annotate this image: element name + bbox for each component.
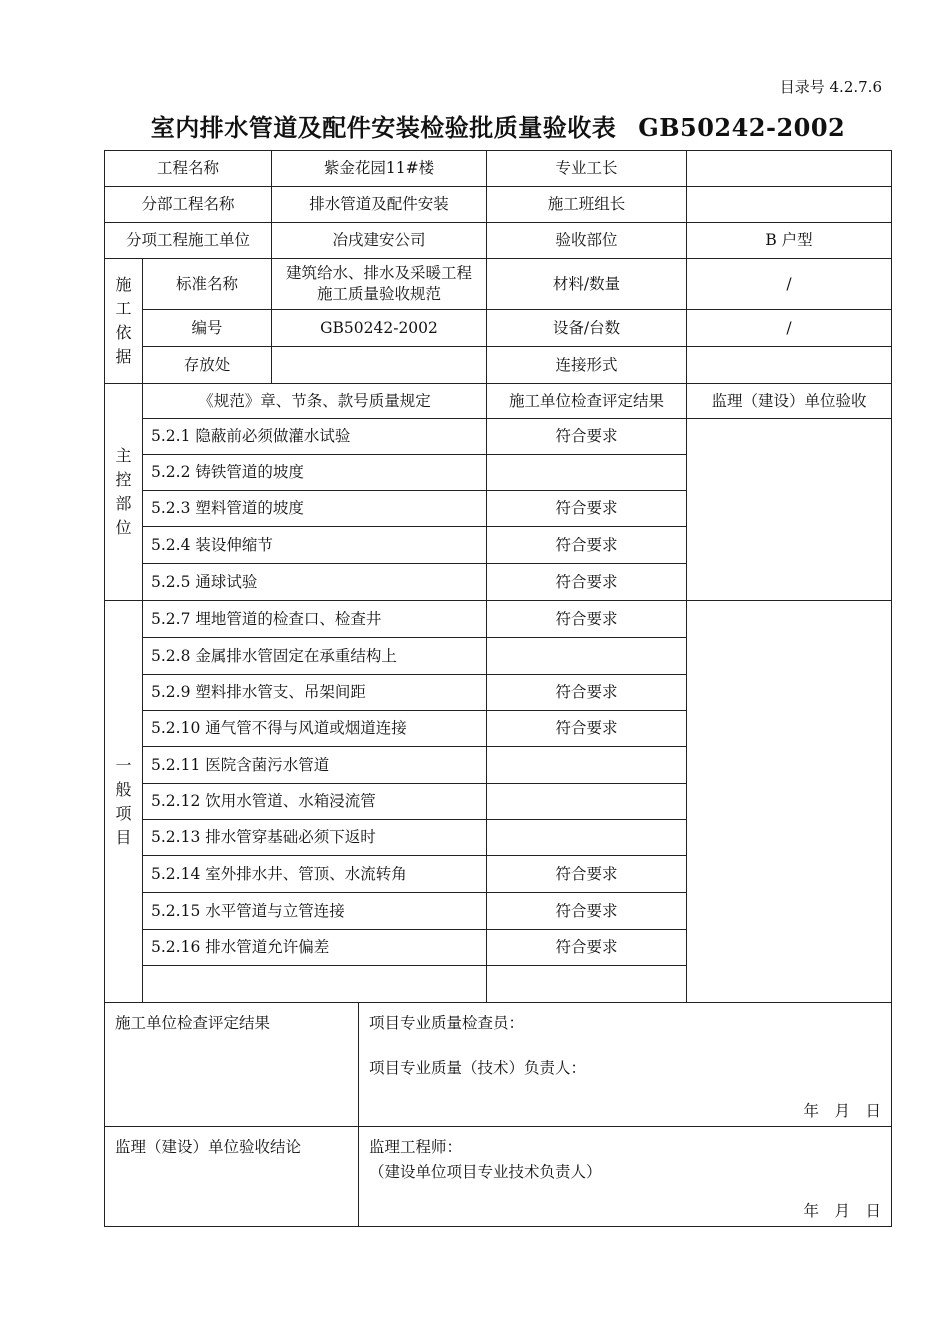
general-clause: 5.2.13 排水管穿基础必须下返时 — [143, 820, 487, 856]
general-clause: 5.2.9 塑料排水管支、吊架间距 — [143, 675, 487, 711]
general-clause: 5.2.8 金属排水管固定在承重结构上 — [143, 638, 487, 675]
material-value: / — [687, 259, 892, 310]
header-row-project — [105, 151, 892, 187]
contractor-evaluation-label: 施工单位检查评定结果 — [105, 1003, 359, 1127]
storage-value — [272, 347, 487, 384]
project-name-value: 紫金花园11#楼 — [272, 151, 487, 187]
general-clause: 5.2.11 医院含菌污水管道 — [143, 747, 487, 784]
equipment-value: / — [687, 310, 892, 347]
subcontractor-value: 冶戌建安公司 — [272, 223, 487, 259]
owner-technical-lead-label: （建设单位项目专业技术负责人） — [369, 1162, 602, 1181]
general-result — [487, 784, 687, 820]
connection-value — [687, 347, 892, 384]
code-value: GB50242-2002 — [272, 310, 487, 347]
quality-manager-label: 项目专业质量（技术）负责人： — [369, 1058, 587, 1077]
catalog-number: 目录号 4.2.7.6 — [779, 78, 882, 96]
basis-row-code — [105, 310, 892, 347]
main-control-result — [487, 455, 687, 491]
inspection-table — [104, 150, 892, 1227]
basis-row-standard — [105, 259, 892, 310]
form-title-code: GB50242-2002 — [638, 113, 846, 142]
main-control-result: 符合要求 — [487, 419, 687, 455]
column-header-supervisor: 监理（建设）单位验收 — [687, 384, 892, 419]
standard-name-label: 标准名称 — [143, 259, 272, 310]
quality-inspector-label: 项目专业质量检查员： — [369, 1014, 525, 1032]
general-clause: 5.2.16 排水管道允许偏差 — [143, 930, 487, 966]
acceptance-part-label: 验收部位 — [487, 223, 687, 259]
main-control-clause: 5.2.3 塑料管道的坡度 — [143, 491, 487, 527]
connection-label: 连接形式 — [487, 347, 687, 384]
general-result: 符合要求 — [487, 675, 687, 711]
contractor-evaluation-row — [105, 1003, 892, 1127]
contractor-signature-block — [359, 1003, 892, 1127]
header-row-division — [105, 187, 892, 223]
general-result — [487, 820, 687, 856]
general-clause: 5.2.14 室外排水井、管顶、水流转角 — [143, 856, 487, 893]
supervising-engineer-label: 监理工程师： — [369, 1138, 463, 1156]
equipment-label: 设备/台数 — [487, 310, 687, 347]
acceptance-part-value: B 户型 — [687, 223, 892, 259]
division-label: 分部工程名称 — [105, 187, 272, 223]
column-header-contractor-result: 施工单位检查评定结果 — [487, 384, 687, 419]
basis-group-label: 施工依据 — [105, 259, 143, 384]
header-row-subcontractor — [105, 223, 892, 259]
general-result: 符合要求 — [487, 601, 687, 638]
supervisor-conclusion-row — [105, 1127, 892, 1227]
main-control-result: 符合要求 — [487, 564, 687, 601]
general-row — [105, 601, 892, 638]
main-control-clause: 5.2.1 隐蔽前必须做灌水试验 — [143, 419, 487, 455]
column-header-row — [105, 384, 892, 419]
general-result: 符合要求 — [487, 711, 687, 747]
foreman-label: 专业工长 — [487, 151, 687, 187]
team-leader-label: 施工班组长 — [487, 187, 687, 223]
material-label: 材料/数量 — [487, 259, 687, 310]
main-control-result: 符合要求 — [487, 491, 687, 527]
general-result — [487, 966, 687, 1003]
general-clause: 5.2.15 水平管道与立管连接 — [143, 893, 487, 930]
team-leader-value — [687, 187, 892, 223]
general-clause: 5.2.10 通气管不得与风道或烟道连接 — [143, 711, 487, 747]
main-control-supervisor-cell — [687, 419, 892, 601]
division-value: 排水管道及配件安装 — [272, 187, 487, 223]
general-result — [487, 638, 687, 675]
foreman-value — [687, 151, 892, 187]
general-result — [487, 747, 687, 784]
supervisor-signature-block — [359, 1127, 892, 1227]
main-control-clause: 5.2.2 铸铁管道的坡度 — [143, 455, 487, 491]
subcontractor-label: 分项工程施工单位 — [105, 223, 272, 259]
contractor-date: 年 月 日 — [803, 1102, 882, 1121]
main-control-result: 符合要求 — [487, 527, 687, 564]
basis-row-storage — [105, 347, 892, 384]
main-control-row — [105, 419, 892, 455]
supervisor-date: 年 月 日 — [803, 1202, 882, 1221]
general-group-label: 一般项目 — [105, 601, 143, 1003]
general-clause — [143, 966, 487, 1003]
project-name-label: 工程名称 — [105, 151, 272, 187]
general-result: 符合要求 — [487, 930, 687, 966]
general-supervisor-cell — [687, 601, 892, 1003]
storage-label: 存放处 — [143, 347, 272, 384]
form-title — [104, 108, 892, 143]
standard-name-value: 建筑给水、排水及采暖工程施工质量验收规范 — [272, 259, 487, 310]
supervisor-conclusion-label: 监理（建设）单位验收结论 — [105, 1127, 359, 1227]
form-title-text: 室内排水管道及配件安装检验批质量验收表 — [150, 113, 617, 142]
general-result: 符合要求 — [487, 856, 687, 893]
code-label: 编号 — [143, 310, 272, 347]
general-clause: 5.2.7 埋地管道的检查口、检查井 — [143, 601, 487, 638]
main-control-clause: 5.2.5 通球试验 — [143, 564, 487, 601]
main-control-group-label: 主控部位 — [105, 384, 143, 601]
general-clause: 5.2.12 饮用水管道、水箱浸流管 — [143, 784, 487, 820]
column-header-clause: 《规范》章、节条、款号质量规定 — [143, 384, 487, 419]
general-result: 符合要求 — [487, 893, 687, 930]
main-control-clause: 5.2.4 装设伸缩节 — [143, 527, 487, 564]
